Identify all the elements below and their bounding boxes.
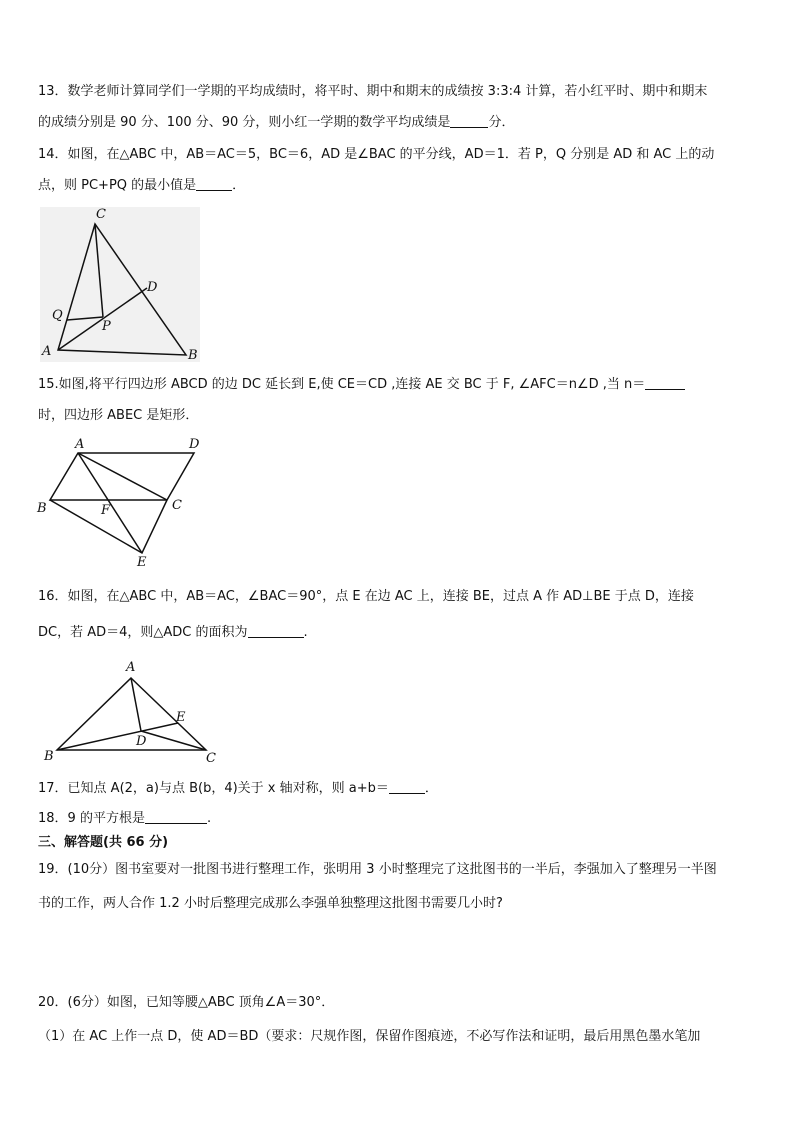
q16-figure: [40, 656, 230, 768]
label-c: C: [96, 207, 106, 222]
label-c: C: [206, 751, 216, 766]
label-b: B: [37, 501, 47, 516]
q19-line2: 书的工作，两人合作 1.2 小时后整理完成那么李强单独整理这批图书需要几小时?: [38, 896, 503, 911]
q17-end: ．: [424, 781, 438, 796]
q20-line1: 20．(6分）如图，已知等腰△ABC 顶角∠A＝30°．: [38, 995, 335, 1010]
q13-line2-end: 分．: [488, 115, 515, 130]
q14-figure: [36, 205, 206, 365]
label-a: A: [42, 344, 52, 359]
label-d: D: [147, 280, 158, 295]
section-3-heading: 三、解答题(共 66 分): [38, 835, 169, 850]
label-a: A: [126, 660, 136, 675]
label-b: B: [188, 348, 198, 363]
q16-line1: 16．如图，在△ABC 中，AB＝AC，∠BAC＝90°，点 E 在边 AC 上，连接 BE，过点 A 作 AD⊥BE 于点 D，连接: [38, 589, 694, 604]
q16-answer-blank: [248, 624, 304, 638]
q14-answer-blank: [196, 177, 232, 191]
label-a: A: [75, 437, 85, 452]
q20-sub1: （1）在 AC 上作一点 D，使 AD＝BD（要求：尺规作图，保留作图痕迹，不必写作法和证明，最后用黑色墨水笔加: [38, 1029, 701, 1044]
q13-line2-text: 的成绩分别是 90 分、100 分、90 分，则小红一学期的数学平均成绩是: [38, 115, 451, 130]
q17-answer-blank: [389, 780, 425, 794]
q15-answer-blank: [645, 376, 685, 390]
q15-line1-text: 15.如图,将平行四边形 ABCD 的边 DC 延长到 E,使 CE＝CD ,连接 AE 交 BC 于 F, ∠AFC＝n∠D ,当 n＝: [38, 377, 646, 392]
q13-answer-blank: [450, 114, 488, 128]
label-d: D: [189, 437, 200, 452]
label-d: D: [136, 734, 147, 749]
q14-figure-background: [40, 207, 200, 362]
q16-line2: [38, 624, 308, 642]
q17-text: 17．已知点 A(2，a)与点 B(b，4)关于 x 轴对称，则 a+b＝: [38, 781, 389, 796]
label-b: B: [44, 749, 54, 764]
q17-line: [38, 780, 438, 798]
q18-answer-blank: [145, 810, 207, 824]
segment-ac: [78, 453, 167, 500]
q13-line1: 13．数学老师计算同学们一学期的平均成绩时，将平时、期中和期末的成绩按 3:3:4 计算，若小红平时、期中和期末: [38, 84, 708, 99]
label-q: Q: [52, 308, 63, 323]
q15-line1: [38, 376, 685, 394]
label-f: F: [101, 503, 111, 518]
q18-end: .: [206, 811, 212, 826]
q14-line2-text: 点，则 PC+PQ 的最小值是: [38, 178, 197, 193]
q14-line2-end: ．: [232, 178, 246, 193]
q14-line2: [38, 177, 245, 195]
q15-figure: [36, 436, 206, 571]
q18-line: [38, 810, 211, 828]
q16-line2-end: .: [303, 625, 308, 640]
q14-line1: 14．如图，在△ABC 中，AB＝AC＝5，BC＝6，AD 是∠BAC 的平分线，AD＝1．若 P，Q 分别是 AD 和 AC 上的动: [38, 147, 715, 162]
label-e: E: [176, 710, 186, 725]
q18-text: 18．9 的平方根是: [38, 811, 145, 826]
label-p: P: [102, 319, 111, 334]
q16-line2-text: DC，若 AD＝4，则△ADC 的面积为: [38, 625, 248, 640]
q19-line1: 19．(10分）图书室要对一批图书进行整理工作，张明用 3 小时整理完了这批图书的一半后，李强加入了整理另一半图: [38, 862, 717, 877]
q15-line2: 时，四边形 ABEC 是矩形．: [38, 408, 199, 423]
label-e: E: [137, 555, 147, 570]
q13-line2: [38, 114, 514, 132]
label-c: C: [172, 498, 182, 513]
